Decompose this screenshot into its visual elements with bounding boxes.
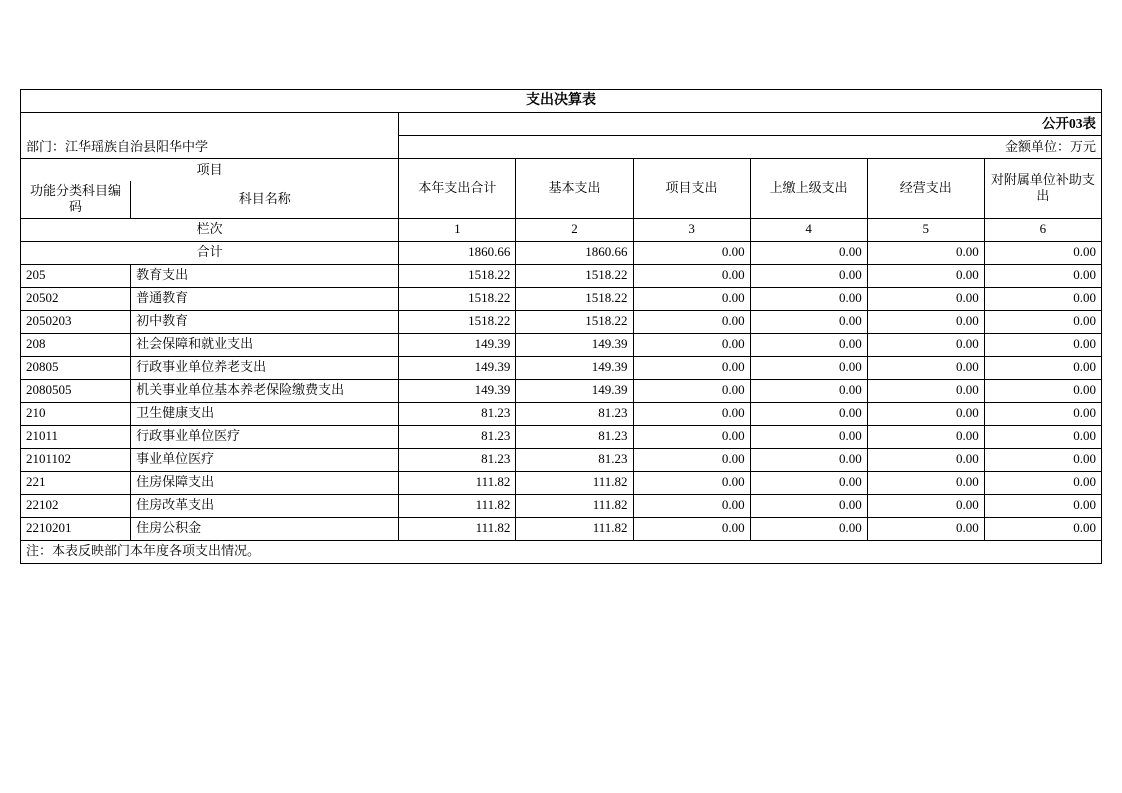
row-code: 2210201 — [21, 517, 131, 540]
row-value-4: 0.00 — [750, 517, 867, 540]
row-name: 社会保障和就业支出 — [131, 333, 399, 356]
row-value-3: 0.00 — [633, 402, 750, 425]
row-value-2: 81.23 — [516, 402, 633, 425]
row-name: 事业单位医疗 — [131, 448, 399, 471]
row-value-3: 0.00 — [633, 264, 750, 287]
row-value-6: 0.00 — [984, 448, 1101, 471]
row-value-2: 1518.22 — [516, 310, 633, 333]
table-row — [21, 448, 1102, 471]
row-name: 住房保障支出 — [131, 471, 399, 494]
row-value-1: 111.82 — [399, 471, 516, 494]
row-value-5: 0.00 — [867, 310, 984, 333]
row-value-6: 0.00 — [984, 264, 1101, 287]
table-note: 注：本表反映部门本年度各项支出情况。 — [21, 540, 1102, 563]
header-name: 科目名称 — [131, 181, 399, 218]
row-code: 221 — [21, 471, 131, 494]
public-table-label: 公开03表 — [399, 113, 1102, 136]
table-row — [21, 425, 1102, 448]
row-value-1: 111.82 — [399, 517, 516, 540]
row-value-6: 0.00 — [984, 287, 1101, 310]
row-value-1: 81.23 — [399, 448, 516, 471]
row-value-5: 0.00 — [867, 333, 984, 356]
expenditure-table — [20, 89, 1102, 564]
row-value-3: 0.00 — [633, 379, 750, 402]
row-value-3: 0.00 — [633, 494, 750, 517]
row-value-5: 0.00 — [867, 494, 984, 517]
total-value-3: 0.00 — [633, 241, 750, 264]
row-value-2: 111.82 — [516, 471, 633, 494]
row-value-6: 0.00 — [984, 517, 1101, 540]
amount-unit-label: 金额单位：万元 — [399, 136, 1102, 159]
row-value-2: 1518.22 — [516, 264, 633, 287]
row-code: 22102 — [21, 494, 131, 517]
row-value-2: 149.39 — [516, 356, 633, 379]
row-code: 20805 — [21, 356, 131, 379]
row-value-4: 0.00 — [750, 494, 867, 517]
row-value-5: 0.00 — [867, 264, 984, 287]
row-name: 机关事业单位基本养老保险缴费支出 — [131, 379, 399, 402]
column-number-3: 3 — [633, 218, 750, 241]
row-code: 210 — [21, 402, 131, 425]
row-value-6: 0.00 — [984, 379, 1101, 402]
row-value-3: 0.00 — [633, 425, 750, 448]
header-col-4: 上缴上级支出 — [750, 159, 867, 219]
column-number-row — [21, 218, 1102, 241]
row-value-6: 0.00 — [984, 471, 1101, 494]
row-value-2: 149.39 — [516, 333, 633, 356]
row-value-6: 0.00 — [984, 310, 1101, 333]
row-value-4: 0.00 — [750, 264, 867, 287]
row-value-5: 0.00 — [867, 402, 984, 425]
header-col-5: 经营支出 — [867, 159, 984, 219]
row-value-6: 0.00 — [984, 333, 1101, 356]
total-value-2: 1860.66 — [516, 241, 633, 264]
page-title: 支出决算表 — [21, 90, 1102, 113]
row-code: 2101102 — [21, 448, 131, 471]
header-group-row — [21, 159, 1102, 182]
row-name: 住房改革支出 — [131, 494, 399, 517]
row-value-3: 0.00 — [633, 356, 750, 379]
table-row — [21, 379, 1102, 402]
row-value-6: 0.00 — [984, 402, 1101, 425]
table-row — [21, 471, 1102, 494]
row-value-4: 0.00 — [750, 471, 867, 494]
row-value-3: 0.00 — [633, 448, 750, 471]
table-row — [21, 494, 1102, 517]
row-value-1: 1518.22 — [399, 310, 516, 333]
public-label-row — [21, 113, 1102, 136]
department-row — [21, 136, 1102, 159]
row-value-6: 0.00 — [984, 425, 1101, 448]
row-value-4: 0.00 — [750, 379, 867, 402]
table-row — [21, 287, 1102, 310]
row-value-2: 149.39 — [516, 379, 633, 402]
row-name: 住房公积金 — [131, 517, 399, 540]
row-value-3: 0.00 — [633, 333, 750, 356]
row-value-2: 111.82 — [516, 517, 633, 540]
row-value-4: 0.00 — [750, 287, 867, 310]
row-value-2: 81.23 — [516, 425, 633, 448]
total-label: 合计 — [21, 241, 399, 264]
row-code: 21011 — [21, 425, 131, 448]
note-row — [21, 540, 1102, 563]
expenditure-final-accounts-sheet — [20, 89, 1102, 564]
row-value-1: 81.23 — [399, 402, 516, 425]
row-value-5: 0.00 — [867, 287, 984, 310]
column-number-1: 1 — [399, 218, 516, 241]
table-row — [21, 517, 1102, 540]
header-col-1: 本年支出合计 — [399, 159, 516, 219]
row-code: 208 — [21, 333, 131, 356]
row-value-5: 0.00 — [867, 425, 984, 448]
header-col-3: 项目支出 — [633, 159, 750, 219]
total-value-4: 0.00 — [750, 241, 867, 264]
column-number-6: 6 — [984, 218, 1101, 241]
row-value-6: 0.00 — [984, 356, 1101, 379]
column-number-5: 5 — [867, 218, 984, 241]
row-value-1: 1518.22 — [399, 287, 516, 310]
row-value-2: 81.23 — [516, 448, 633, 471]
column-row-label: 栏次 — [21, 218, 399, 241]
row-value-5: 0.00 — [867, 517, 984, 540]
table-row — [21, 333, 1102, 356]
row-value-3: 0.00 — [633, 287, 750, 310]
row-value-4: 0.00 — [750, 333, 867, 356]
row-value-1: 149.39 — [399, 379, 516, 402]
row-value-4: 0.00 — [750, 310, 867, 333]
row-value-2: 111.82 — [516, 494, 633, 517]
row-value-6: 0.00 — [984, 494, 1101, 517]
row-value-4: 0.00 — [750, 402, 867, 425]
row-value-1: 149.39 — [399, 333, 516, 356]
row-value-3: 0.00 — [633, 517, 750, 540]
row-code: 20502 — [21, 287, 131, 310]
title-row — [21, 90, 1102, 113]
table-row — [21, 264, 1102, 287]
item-group-label: 项目 — [21, 159, 399, 182]
row-name: 教育支出 — [131, 264, 399, 287]
header-col-2: 基本支出 — [516, 159, 633, 219]
total-row — [21, 241, 1102, 264]
row-value-3: 0.00 — [633, 471, 750, 494]
spacer-left-top — [21, 113, 399, 136]
table-row — [21, 356, 1102, 379]
table-row — [21, 402, 1102, 425]
row-code: 205 — [21, 264, 131, 287]
department-label: 部门：江华瑶族自治县阳华中学 — [21, 136, 399, 159]
row-code: 2080505 — [21, 379, 131, 402]
row-name: 行政事业单位养老支出 — [131, 356, 399, 379]
row-value-5: 0.00 — [867, 356, 984, 379]
total-value-5: 0.00 — [867, 241, 984, 264]
header-col-6: 对附属单位补助支出 — [984, 159, 1101, 219]
row-name: 行政事业单位医疗 — [131, 425, 399, 448]
row-value-2: 1518.22 — [516, 287, 633, 310]
row-value-4: 0.00 — [750, 356, 867, 379]
row-value-4: 0.00 — [750, 448, 867, 471]
column-number-4: 4 — [750, 218, 867, 241]
row-value-5: 0.00 — [867, 471, 984, 494]
row-value-4: 0.00 — [750, 425, 867, 448]
row-value-3: 0.00 — [633, 310, 750, 333]
table-row — [21, 310, 1102, 333]
header-code: 功能分类科目编码 — [21, 181, 131, 218]
row-value-1: 149.39 — [399, 356, 516, 379]
total-value-6: 0.00 — [984, 241, 1101, 264]
row-name: 初中教育 — [131, 310, 399, 333]
row-value-5: 0.00 — [867, 448, 984, 471]
total-value-1: 1860.66 — [399, 241, 516, 264]
row-name: 普通教育 — [131, 287, 399, 310]
row-value-1: 111.82 — [399, 494, 516, 517]
row-value-5: 0.00 — [867, 379, 984, 402]
row-value-1: 1518.22 — [399, 264, 516, 287]
row-value-1: 81.23 — [399, 425, 516, 448]
row-name: 卫生健康支出 — [131, 402, 399, 425]
column-number-2: 2 — [516, 218, 633, 241]
row-code: 2050203 — [21, 310, 131, 333]
